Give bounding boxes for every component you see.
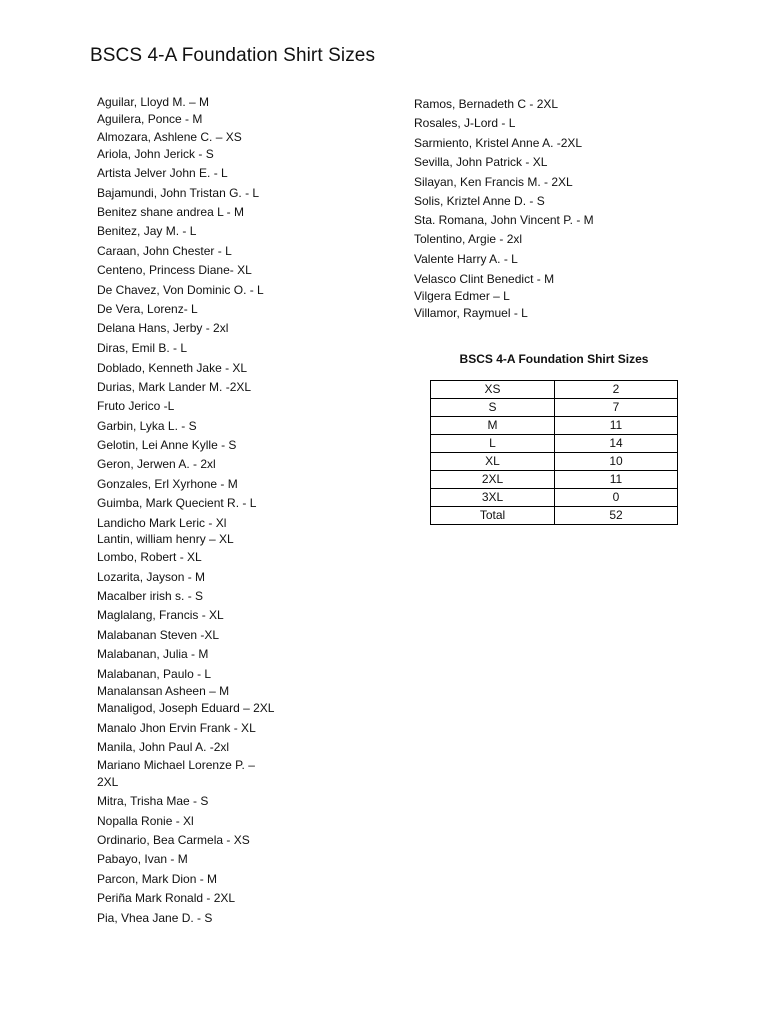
left-list-item: Malabanan Steven -XL [97, 628, 220, 642]
left-list-item: Malabanan, Paulo - L [97, 667, 212, 681]
table-row [431, 381, 678, 399]
left-list-item: Gelotin, Lei Anne Kylle - S [97, 438, 237, 452]
left-list-item: Parcon, Mark Dion - M [97, 872, 218, 886]
left-list-item: De Chavez, Von Dominic O. - L [97, 283, 264, 297]
left-list-item: Durias, Mark Lander M. -2XL [97, 380, 252, 394]
page-title: BSCS 4-A Foundation Shirt Sizes [90, 45, 376, 66]
count-cell: 10 [555, 453, 678, 471]
left-list-item: Diras, Emil B. - L [97, 341, 188, 355]
right-list-item: Sevilla, John Patrick - XL [414, 155, 548, 169]
left-list-item: Benitez, Jay M. - L [97, 224, 197, 238]
table-row [431, 471, 678, 489]
left-list-item: Caraan, John Chester - L [97, 244, 232, 258]
left-list-item: Ordinario, Bea Carmela - XS [97, 833, 250, 847]
count-cell: 2 [555, 381, 678, 399]
left-list-item: Mitra, Trisha Mae - S [97, 794, 209, 808]
size-cell: 2XL [431, 471, 555, 489]
left-list-item: Guimba, Mark Quecient R. - L [97, 496, 257, 510]
left-list-item: Lozarita, Jayson - M [97, 570, 206, 584]
count-cell: 52 [555, 507, 678, 525]
left-list-item: Aguilar, Lloyd M. – M [97, 95, 210, 109]
count-cell: 7 [555, 399, 678, 417]
right-list-item: Tolentino, Argie - 2xl [414, 232, 523, 246]
left-list-item: Delana Hans, Jerby - 2xl [97, 321, 229, 335]
left-list-item: Benitez shane andrea L - M [97, 205, 244, 219]
size-cell: 3XL [431, 489, 555, 507]
left-list-item: Lombo, Robert - XL [97, 550, 202, 564]
left-list-item: Maglalang, Francis - XL [97, 608, 224, 622]
count-cell: 11 [555, 471, 678, 489]
right-list-item: Rosales, J-Lord - L [414, 116, 516, 130]
left-list-item: Fruto Jerico -L [97, 399, 175, 413]
left-list-item: Pia, Vhea Jane D. - S [97, 911, 213, 925]
left-list-item: De Vera, Lorenz- L [97, 302, 198, 316]
table-row [431, 507, 678, 525]
size-cell: Total [431, 507, 555, 525]
table-row [431, 453, 678, 471]
left-list-item: Doblado, Kenneth Jake - XL [97, 361, 248, 375]
size-cell: L [431, 435, 555, 453]
right-list-item: Valente Harry A. - L [414, 252, 518, 266]
left-list-item: Gonzales, Erl Xyrhone - M [97, 477, 238, 491]
count-cell: 11 [555, 417, 678, 435]
right-list-item: Vilgera Edmer – L [414, 289, 510, 303]
left-list-item: Mariano Michael Lorenze P. – [97, 758, 255, 772]
left-list-item: Ariola, John Jerick - S [97, 147, 214, 161]
size-cell: M [431, 417, 555, 435]
left-list-item: Garbin, Lyka L. - S [97, 419, 197, 433]
left-list-item: Pabayo, Ivan - M [97, 852, 188, 866]
left-list-item: Manalo Jhon Ervin Frank - XL [97, 721, 256, 735]
left-list-item: 2XL [97, 775, 119, 789]
left-list-item: Periña Mark Ronald - 2XL [97, 891, 236, 905]
count-cell: 14 [555, 435, 678, 453]
size-cell: XL [431, 453, 555, 471]
table-row [431, 489, 678, 507]
left-list-item: Geron, Jerwen A. - 2xl [97, 457, 216, 471]
right-list-item: Solis, Kriztel Anne D. - S [414, 194, 545, 208]
right-list-item: Silayan, Ken Francis M. - 2XL [414, 175, 573, 189]
left-list-item: Manila, John Paul A. -2xl [97, 740, 230, 754]
right-list-item: Sarmiento, Kristel Anne A. -2XL [414, 136, 583, 150]
left-list-item: Aguilera, Ponce - M [97, 112, 203, 126]
right-list-item: Ramos, Bernadeth C - 2XL [414, 97, 559, 111]
left-list-item: Centeno, Princess Diane- XL [97, 263, 252, 277]
right-list-item: Sta. Romana, John Vincent P. - M [414, 213, 594, 227]
size-cell: S [431, 399, 555, 417]
table-row [431, 435, 678, 453]
left-list-item: Lantin, william henry – XL [97, 532, 234, 546]
left-list-item: Manaligod, Joseph Eduard – 2XL [97, 701, 275, 715]
size-cell: XS [431, 381, 555, 399]
left-list-item: Landicho Mark Leric - Xl [97, 516, 227, 530]
left-list-item: Macalber irish s. - S [97, 589, 204, 603]
left-list-item: Nopalla Ronie - Xl [97, 814, 194, 828]
count-cell: 0 [555, 489, 678, 507]
right-list-item: Villamor, Raymuel - L [414, 306, 528, 320]
left-list-item: Malabanan, Julia - M [97, 647, 209, 661]
right-list-item: Velasco Clint Benedict - M [414, 272, 555, 286]
left-list-item: Artista Jelver John E. - L [97, 166, 228, 180]
table-row [431, 399, 678, 417]
summary-title: BSCS 4-A Foundation Shirt Sizes [459, 352, 649, 366]
left-list-item: Almozara, Ashlene C. – XS [97, 130, 242, 144]
table-row [431, 417, 678, 435]
summary-table [430, 380, 678, 525]
left-list-item: Manalansan Asheen – M [97, 684, 230, 698]
left-list-item: Bajamundi, John Tristan G. - L [97, 186, 260, 200]
